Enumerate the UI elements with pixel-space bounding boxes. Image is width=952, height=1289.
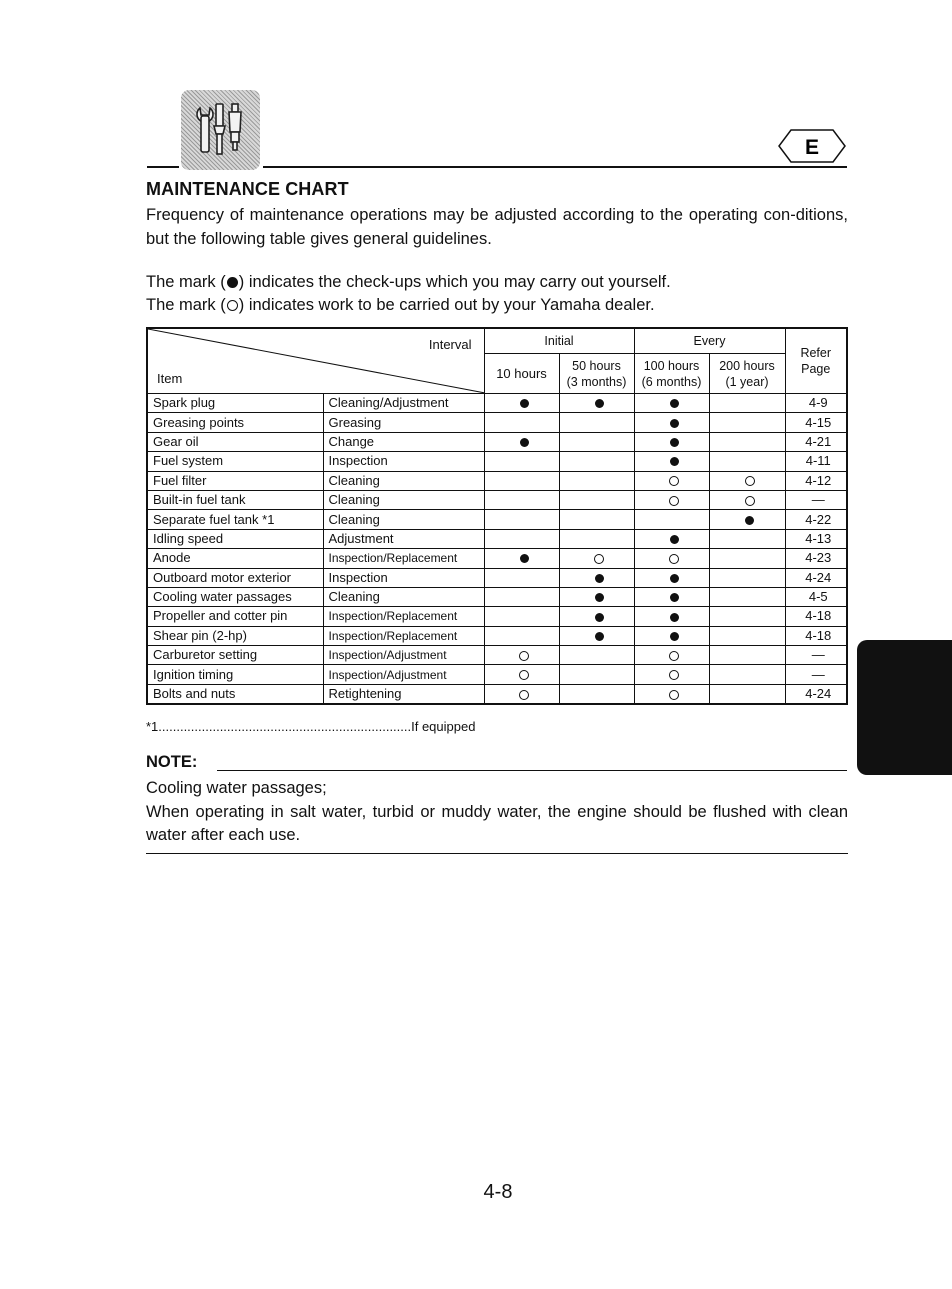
row-operation: Inspection/Adjustment: [323, 665, 484, 684]
interval-mark-cell: [484, 665, 559, 684]
row-refer-page: 4-18: [785, 607, 847, 626]
interval-mark-cell: [559, 607, 634, 626]
maintenance-table-body: [147, 394, 847, 705]
interval-label: Interval: [428, 337, 472, 352]
interval-mark-cell: [709, 413, 785, 432]
col-50-hours-line1: 50 hours: [572, 358, 621, 373]
intro-paragraph: Frequency of maintenance operations may be adjusted according to the operating con-ditions, but the following table gives general guidelines.: [146, 206, 848, 248]
col-200-hours: [709, 354, 785, 394]
interval-mark-cell: [634, 490, 709, 509]
row-operation: Inspection: [323, 452, 484, 471]
row-operation: Cleaning/Adjustment: [323, 394, 484, 413]
interval-mark-cell: [709, 665, 785, 684]
interval-mark-cell: [709, 607, 785, 626]
row-refer-page: 4-24: [785, 684, 847, 704]
interval-mark-cell: [559, 646, 634, 665]
open-circle-icon: [594, 554, 604, 564]
maintenance-tools-icon: [181, 90, 260, 170]
table-row: [147, 452, 847, 471]
interval-mark-cell: [709, 510, 785, 529]
row-item: Separate fuel tank *1: [147, 510, 323, 529]
interval-mark-cell: [484, 413, 559, 432]
filled-circle-icon: [227, 277, 238, 288]
open-mark-legend: [146, 296, 655, 315]
table-row: [147, 665, 847, 684]
col-100-hours-line1: 100 hours: [643, 358, 700, 373]
interval-mark-cell: [709, 587, 785, 606]
open-mark-suffix: ) indicates work to be carried out by your Yamaha dealer.: [238, 296, 655, 314]
table-row: [147, 394, 847, 413]
interval-mark-cell: [559, 626, 634, 645]
interval-mark-cell: [484, 568, 559, 587]
interval-mark-cell: [709, 646, 785, 665]
filled-circle-icon: [520, 554, 529, 563]
interval-mark-cell: [634, 510, 709, 529]
row-operation: Inspection: [323, 568, 484, 587]
row-item: Carburetor setting: [147, 646, 323, 665]
filled-circle-icon: [520, 399, 529, 408]
table-row: [147, 413, 847, 432]
open-circle-icon: [519, 651, 529, 661]
interval-mark-cell: [634, 646, 709, 665]
table-row: [147, 607, 847, 626]
row-item: Idling speed: [147, 529, 323, 548]
row-refer-page: 4-24: [785, 568, 847, 587]
refer-page-header: Refer Page: [785, 328, 847, 394]
interval-mark-cell: [559, 394, 634, 413]
open-circle-icon: [669, 651, 679, 661]
interval-mark-cell: [634, 529, 709, 548]
filled-circle-icon: [670, 613, 679, 622]
filled-circle-icon: [670, 419, 679, 428]
row-item: Shear pin (2-hp): [147, 626, 323, 645]
interval-mark-cell: [634, 432, 709, 451]
interval-mark-cell: [709, 394, 785, 413]
filled-mark-legend: [146, 273, 671, 292]
interval-mark-cell: [484, 432, 559, 451]
interval-mark-cell: [559, 665, 634, 684]
interval-mark-cell: [709, 471, 785, 490]
note-body: [146, 777, 848, 848]
row-operation: Inspection/Replacement: [323, 549, 484, 568]
row-refer-page: —: [785, 646, 847, 665]
open-circle-icon: [669, 496, 679, 506]
chapter-side-tab: [857, 640, 952, 775]
row-item: Fuel system: [147, 452, 323, 471]
filled-mark-prefix: The mark (: [146, 273, 226, 291]
row-item: Propeller and cotter pin: [147, 607, 323, 626]
interval-mark-cell: [484, 529, 559, 548]
row-item: Bolts and nuts: [147, 684, 323, 704]
interval-mark-cell: [484, 684, 559, 704]
interval-mark-cell: [484, 626, 559, 645]
initial-header: Initial: [484, 328, 634, 354]
row-item: Anode: [147, 549, 323, 568]
col-100-hours-line2: (6 months): [641, 374, 702, 389]
row-refer-page: 4-18: [785, 626, 847, 645]
row-item: Cooling water passages: [147, 587, 323, 606]
filled-circle-icon: [670, 438, 679, 447]
row-refer-page: 4-22: [785, 510, 847, 529]
note-line-2: When operating in salt water, turbid or muddy water, the engine should be flushed with clean water after each use.: [146, 802, 848, 844]
footnote: *1......................................................................If equipped: [146, 719, 476, 734]
col-50-hours: [559, 354, 634, 394]
table-row: [147, 549, 847, 568]
interval-mark-cell: [484, 490, 559, 509]
open-circle-icon: [669, 554, 679, 564]
row-operation: Cleaning: [323, 510, 484, 529]
maintenance-table: [146, 327, 848, 705]
every-header: Every: [634, 328, 785, 354]
row-refer-page: 4-12: [785, 471, 847, 490]
interval-mark-cell: [559, 549, 634, 568]
filled-circle-icon: [520, 438, 529, 447]
filled-circle-icon: [670, 535, 679, 544]
page-title: MAINTENANCE CHART: [146, 179, 349, 199]
interval-mark-cell: [709, 568, 785, 587]
header-rule-right: [263, 166, 847, 168]
language-badge: [777, 128, 847, 164]
interval-mark-cell: [709, 490, 785, 509]
row-item: Greasing points: [147, 413, 323, 432]
interval-mark-cell: [484, 471, 559, 490]
interval-mark-cell: [709, 432, 785, 451]
table-row: [147, 568, 847, 587]
row-operation: Greasing: [323, 413, 484, 432]
row-operation: Cleaning: [323, 587, 484, 606]
interval-mark-cell: [559, 413, 634, 432]
interval-mark-cell: [634, 413, 709, 432]
interval-mark-cell: [709, 529, 785, 548]
table-row: [147, 490, 847, 509]
row-refer-page: 4-13: [785, 529, 847, 548]
interval-mark-cell: [559, 432, 634, 451]
interval-mark-cell: [559, 587, 634, 606]
row-refer-page: —: [785, 490, 847, 509]
row-refer-page: 4-5: [785, 587, 847, 606]
row-operation: Cleaning: [323, 471, 484, 490]
row-item: Built-in fuel tank: [147, 490, 323, 509]
interval-mark-cell: [634, 607, 709, 626]
interval-mark-cell: [709, 626, 785, 645]
row-refer-page: —: [785, 665, 847, 684]
row-operation: Inspection/Adjustment: [323, 646, 484, 665]
header-rule-left: [147, 166, 179, 168]
interval-mark-cell: [634, 452, 709, 471]
interval-mark-cell: [559, 471, 634, 490]
col-50-hours-line2: (3 months): [566, 374, 627, 389]
table-row: [147, 587, 847, 606]
interval-mark-cell: [559, 452, 634, 471]
interval-mark-cell: [559, 568, 634, 587]
item-label: Item: [157, 371, 183, 386]
open-circle-icon: [227, 300, 238, 311]
table-row: [147, 471, 847, 490]
col-200-hours-line2: (1 year): [725, 374, 769, 389]
filled-circle-icon: [670, 632, 679, 641]
wrench-screwdriver-sparkplug-icon: [186, 94, 256, 166]
interval-mark-cell: [634, 665, 709, 684]
interval-mark-cell: [634, 549, 709, 568]
table-row: [147, 510, 847, 529]
row-operation: Inspection/Replacement: [323, 607, 484, 626]
filled-circle-icon: [595, 613, 604, 622]
filled-circle-icon: [595, 632, 604, 641]
row-refer-page: 4-23: [785, 549, 847, 568]
interval-mark-cell: [484, 646, 559, 665]
interval-mark-cell: [634, 587, 709, 606]
row-item: Gear oil: [147, 432, 323, 451]
interval-mark-cell: [634, 626, 709, 645]
filled-circle-icon: [595, 574, 604, 583]
row-item: Outboard motor exterior: [147, 568, 323, 587]
interval-mark-cell: [484, 394, 559, 413]
interval-mark-cell: [709, 684, 785, 704]
language-badge-letter: E: [804, 136, 820, 159]
interval-mark-cell: [559, 529, 634, 548]
open-circle-icon: [745, 496, 755, 506]
col-200-hours-line1: 200 hours: [719, 358, 775, 373]
open-mark-prefix: The mark (: [146, 296, 226, 314]
filled-circle-icon: [745, 516, 754, 525]
interval-mark-cell: [709, 549, 785, 568]
row-operation: Inspection/Replacement: [323, 626, 484, 645]
table-row: [147, 646, 847, 665]
table-row: [147, 432, 847, 451]
filled-circle-icon: [670, 399, 679, 408]
interval-mark-cell: [709, 452, 785, 471]
note-bottom-rule: [146, 853, 848, 854]
interval-mark-cell: [559, 684, 634, 704]
note-label: NOTE:: [146, 753, 198, 771]
interval-mark-cell: [484, 607, 559, 626]
open-circle-icon: [669, 670, 679, 680]
interval-mark-cell: [484, 549, 559, 568]
row-refer-page: 4-9: [785, 394, 847, 413]
row-refer-page: 4-11: [785, 452, 847, 471]
open-circle-icon: [669, 476, 679, 486]
interval-mark-cell: [559, 490, 634, 509]
note-rule: [217, 770, 847, 771]
filled-circle-icon: [670, 457, 679, 466]
row-item: Spark plug: [147, 394, 323, 413]
filled-circle-icon: [595, 593, 604, 602]
row-operation: Change: [323, 432, 484, 451]
row-item: Fuel filter: [147, 471, 323, 490]
filled-circle-icon: [595, 399, 604, 408]
table-row: [147, 529, 847, 548]
interval-mark-cell: [634, 471, 709, 490]
filled-circle-icon: [670, 574, 679, 583]
note-line-1: Cooling water passages;: [146, 779, 327, 797]
col-100-hours: [634, 354, 709, 394]
row-refer-page: 4-15: [785, 413, 847, 432]
open-circle-icon: [519, 670, 529, 680]
table-row: [147, 684, 847, 704]
open-circle-icon: [745, 476, 755, 486]
table-row: [147, 626, 847, 645]
row-refer-page: 4-21: [785, 432, 847, 451]
interval-mark-cell: [634, 568, 709, 587]
row-operation: Cleaning: [323, 490, 484, 509]
row-operation: Retightening: [323, 684, 484, 704]
interval-mark-cell: [484, 452, 559, 471]
row-item: Ignition timing: [147, 665, 323, 684]
interval-mark-cell: [634, 684, 709, 704]
col-10-hours: 10 hours: [484, 354, 559, 394]
interval-item-corner-cell: [147, 328, 484, 394]
open-circle-icon: [519, 690, 529, 700]
filled-circle-icon: [670, 593, 679, 602]
interval-mark-cell: [634, 394, 709, 413]
interval-mark-cell: [559, 510, 634, 529]
open-circle-icon: [669, 690, 679, 700]
row-operation: Adjustment: [323, 529, 484, 548]
page-number: 4-8: [483, 1181, 513, 1203]
interval-mark-cell: [484, 587, 559, 606]
interval-mark-cell: [484, 510, 559, 529]
filled-mark-suffix: ) indicates the check-ups which you may carry out yourself.: [238, 273, 671, 291]
